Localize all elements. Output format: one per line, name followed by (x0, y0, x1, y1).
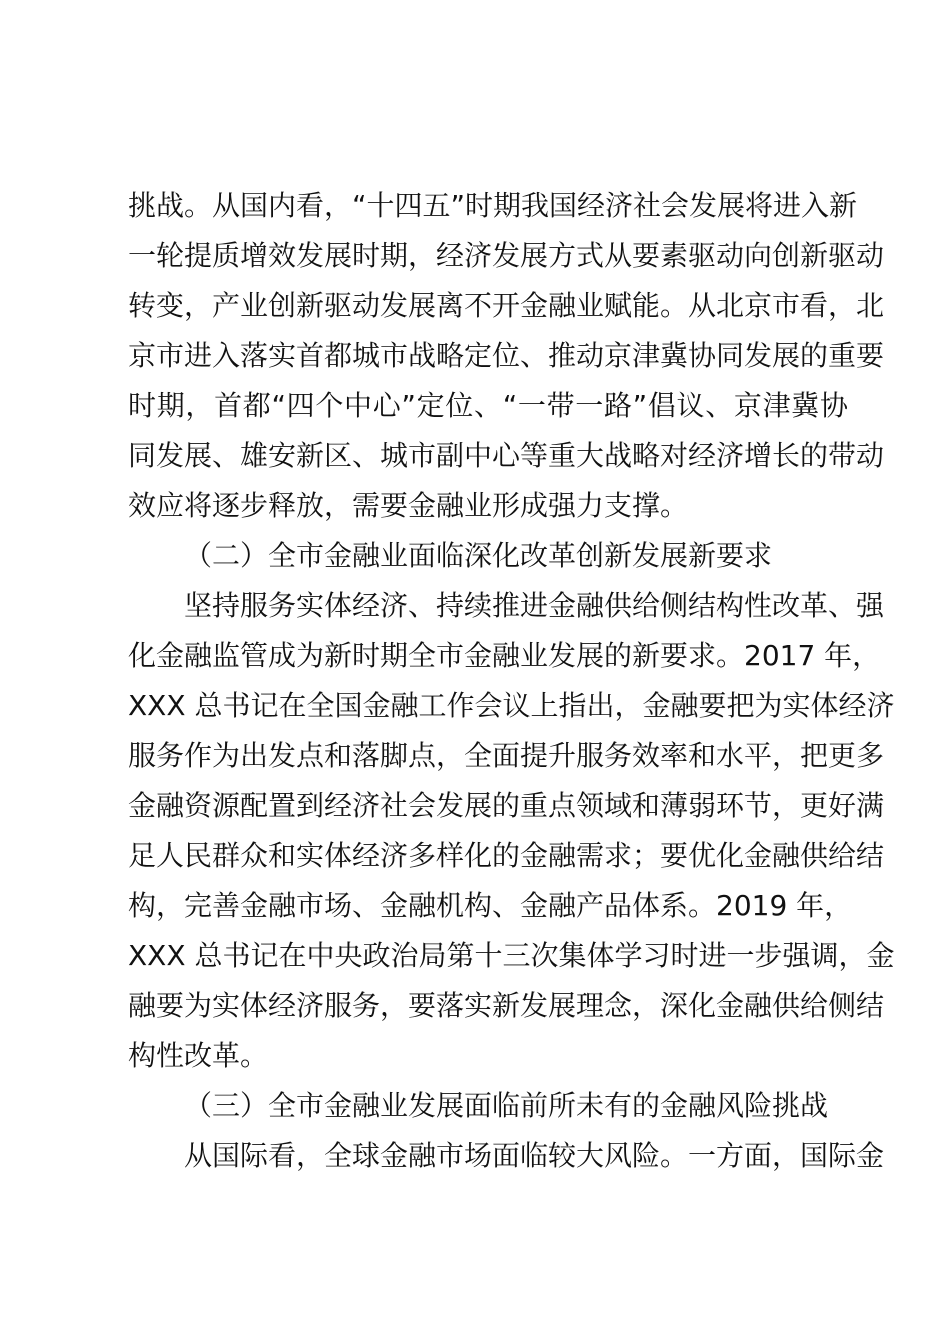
paragraph-reform-requirements (128, 581, 895, 1081)
section-heading-two (128, 531, 848, 581)
text-line: XXX 总书记在中央政治局第十三次集体学习时进一步强调，金 (128, 939, 895, 972)
text-line: 化金融监管成为新时期全市金融业发展的新要求。2017 年， (128, 639, 881, 672)
text-line: 金融资源配置到经济社会发展的重点领域和薄弱环节，更好满 (128, 789, 885, 822)
text-line: 服务作为出发点和落脚点，全面提升服务效率和水平，把更多 (128, 739, 885, 772)
text-line: 转变，产业创新驱动发展离不开金融业赋能。从北京市看，北 (128, 289, 885, 322)
text-line: 效应将逐步释放，需要金融业形成强力支撑。 (128, 489, 689, 522)
text-line: 构，完善金融市场、金融机构、金融产品体系。2019 年， (128, 889, 853, 922)
section-heading-three (128, 1081, 848, 1131)
text-line: XXX 总书记在全国金融工作会议上指出，金融要把为实体经济 (128, 689, 895, 722)
text-line: 一轮提质增效发展时期，经济发展方式从要素驱动向创新驱动 (128, 239, 885, 272)
text-line: 坚持服务实体经济、持续推进金融供给侧结构性改革、强 (184, 589, 885, 622)
document-text (128, 181, 895, 1181)
text-line: 融要为实体经济服务，要落实新发展理念，深化金融供给侧结 (128, 989, 885, 1022)
text-line: 挑战。从国内看，“十四五”时期我国经济社会发展将进入新 (128, 189, 858, 222)
text-line: 同发展、雄安新区、城市副中心等重大战略对经济增长的带动 (128, 439, 885, 472)
text-line: 时期，首都“四个中心”定位、“一带一路”倡议、京津冀协 (128, 389, 848, 422)
heading-line: （三）全市金融业发展面临前所未有的金融风险挑战 (184, 1089, 829, 1122)
text-line: 构性改革。 (128, 1039, 269, 1072)
heading-line: （二）全市金融业面临深化改革创新发展新要求 (184, 539, 773, 572)
text-line: 足人民群众和实体经济多样化的金融需求；要优化金融供给结 (128, 839, 885, 872)
text-line: 从国际看，全球金融市场面临较大风险。一方面，国际金 (184, 1139, 885, 1172)
paragraph-external-challenges (128, 181, 885, 531)
paragraph-financial-risk (128, 1131, 885, 1181)
text-line: 京市进入落实首都城市战略定位、推动京津冀协同发展的重要 (128, 339, 885, 372)
